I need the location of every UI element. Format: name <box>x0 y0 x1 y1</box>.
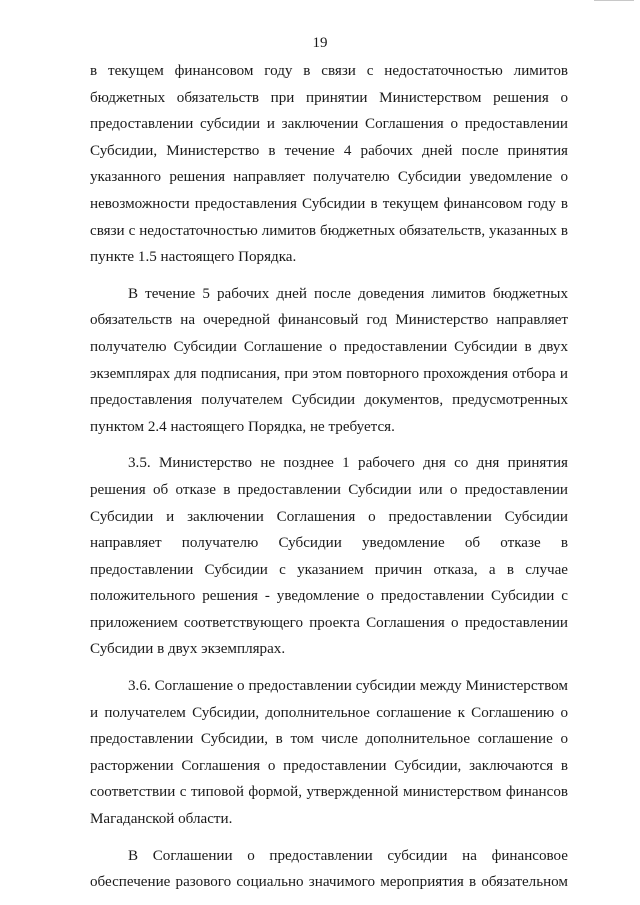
paragraph-clause-3-6: 3.6. Соглашение о предоставлении субсидии между Министерством и получателем Субсидии, дополнительное соглашение к Соглашению о предоставлении Субсидии, в том числе дополнительное соглашение о расторжении Соглашения о предоставлении Субсидии, заключаются в соответствии с типовой формой, утвержденной министерством финансов Магаданской области. <box>90 678 568 828</box>
paragraph-continuation: в текущем финансовом году в связи с недостаточностью лимитов бюджетных обязательств при принятии Министерством решения о предоставлении субсидии и заключении Соглашения о предоставлении Субсидии, Министерство в течение 4 рабочих дней после принятия указанного решения направляет получателю Субсидии уведомление о невозможности предоставления Субсидии в текущем финансовом году в связи с недостаточностью лимитов бюджетных обязательств, указанных в пункте 1.5 настоящего Порядка. <box>90 63 568 266</box>
page-number: 19 <box>312 35 328 51</box>
paragraph-agreement-terms: В Соглашении о предоставлении субсидии на финансовое обеспечение разового социально значимого мероприятия в обязательном <box>90 847 568 891</box>
paragraph-clause-3-5: 3.5. Министерство не позднее 1 рабочего дня со дня принятия решения об отказе в предоставлении Субсидии или о предоставлении Субсидии и заключении Соглашения о предоставлении Субсидии направляет получателю Субсидии уведомление об отказе в предоставлении Субсидии с указанием причин отказа, а в случае положительного решения - уведомление о предоставлении Субсидии с приложением соответствующего проекта Соглашения о предоставлении Субсидии в двух экземплярах. <box>90 455 568 658</box>
paragraph-limits-notice: В течение 5 рабочих дней после доведения лимитов бюджетных обязательств на очередной финансовый год Министерство направляет получателю Субсидии Соглашение о предоставлении Субсидии в двух экземплярах для подписания, при этом повторного прохождения отбора и предоставления получателем Субсидии документов, предусмотренных пунктом 2.4 настоящего Порядка, не требуется. <box>90 285 568 435</box>
document-body <box>90 58 568 896</box>
scan-edge-mark <box>594 0 634 1</box>
